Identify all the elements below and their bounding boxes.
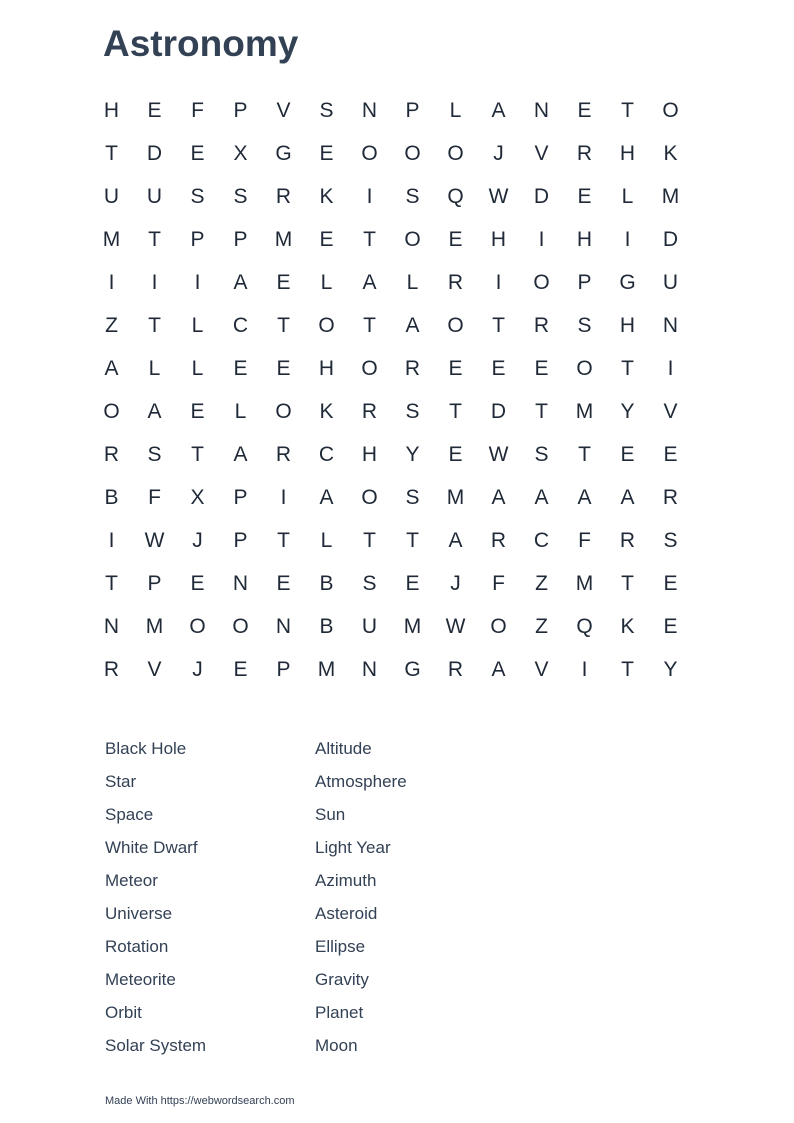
grid-letter: O [447, 141, 464, 165]
grid-letter: D [490, 399, 507, 423]
grid-letter: O [275, 399, 292, 423]
grid-letter: S [663, 528, 678, 552]
word-item: Altitude [315, 739, 372, 758]
grid-row [90, 261, 692, 304]
grid-letter: H [361, 442, 378, 466]
grid-letter: E [190, 141, 205, 165]
grid-letter: R [533, 313, 550, 337]
grid-letter: X [233, 141, 248, 165]
grid-letter: L [406, 270, 419, 294]
grid-letter: W [488, 442, 509, 466]
grid-letter: E [276, 270, 291, 294]
grid-letter: A [405, 313, 420, 337]
grid-letter: T [449, 399, 462, 423]
grid-letter: I [624, 227, 631, 251]
grid-letter: V [534, 141, 549, 165]
grid-letter: Z [535, 571, 548, 595]
grid-letter: I [581, 657, 588, 681]
grid-letter: J [192, 528, 203, 552]
grid-row [90, 304, 692, 347]
page-title: Astronomy [103, 23, 299, 64]
grid-letter: S [362, 571, 377, 595]
grid-letter: L [449, 98, 462, 122]
grid-letter: P [233, 485, 248, 509]
grid-letter: E [233, 657, 248, 681]
grid-letter: Y [405, 442, 420, 466]
grid-letter: P [405, 98, 420, 122]
grid-letter: E [663, 442, 678, 466]
grid-letter: O [404, 227, 421, 251]
grid-letter: R [447, 657, 464, 681]
grid-letter: N [361, 657, 378, 681]
grid-row [90, 175, 692, 218]
grid-letter: D [146, 141, 163, 165]
grid-letter: N [275, 614, 292, 638]
word-item: Ellipse [315, 937, 366, 956]
grid-letter: T [105, 571, 118, 595]
grid-letter: X [190, 485, 205, 509]
grid-letter: L [191, 313, 204, 337]
grid-letter: E [663, 571, 678, 595]
grid-letter: Z [535, 614, 548, 638]
word-item: Universe [105, 904, 173, 923]
grid-letter: I [667, 356, 674, 380]
grid-letter: J [493, 141, 504, 165]
grid-letter: O [189, 614, 206, 638]
grid-letter: E [577, 98, 592, 122]
grid-letter: A [319, 485, 334, 509]
grid-letter: E [319, 227, 334, 251]
grid-letter: O [318, 313, 335, 337]
word-list-column [315, 735, 525, 1065]
grid-letter: U [146, 184, 163, 208]
grid-letter: C [232, 313, 249, 337]
grid-row [90, 562, 692, 605]
grid-letter: A [147, 399, 162, 423]
grid-letter: L [148, 356, 161, 380]
letter-grid [90, 89, 692, 691]
grid-letter: R [576, 141, 593, 165]
grid-letter: A [233, 442, 248, 466]
grid-letter: T [363, 528, 376, 552]
grid-letter: O [361, 141, 378, 165]
grid-row [90, 476, 692, 519]
grid-letter: A [577, 485, 592, 509]
grid-letter: T [621, 571, 634, 595]
grid-letter: O [662, 98, 679, 122]
grid-letter: O [576, 356, 593, 380]
grid-letter: E [448, 356, 463, 380]
grid-letter: M [661, 184, 680, 208]
grid-letter: V [276, 98, 291, 122]
grid-letter: W [445, 614, 466, 638]
grid-letter: A [491, 98, 506, 122]
grid-letter: B [319, 614, 334, 638]
grid-letter: M [446, 485, 465, 509]
grid-letter: N [232, 571, 249, 595]
grid-letter: N [533, 98, 550, 122]
grid-letter: F [578, 528, 591, 552]
grid-row [90, 132, 692, 175]
grid-letter: L [191, 356, 204, 380]
grid-letter: I [108, 270, 115, 294]
grid-letter: E [448, 442, 463, 466]
grid-row [90, 390, 692, 433]
grid-letter: K [319, 184, 334, 208]
grid-letter: T [535, 399, 548, 423]
grid-letter: S [405, 399, 420, 423]
grid-letter: T [277, 528, 290, 552]
grid-letter: A [104, 356, 119, 380]
grid-letter: M [317, 657, 336, 681]
grid-letter: S [233, 184, 248, 208]
grid-letter: O [490, 614, 507, 638]
grid-letter: S [405, 485, 420, 509]
grid-letter: J [192, 657, 203, 681]
grid-letter: O [361, 356, 378, 380]
grid-letter: O [103, 399, 120, 423]
grid-letter: M [145, 614, 164, 638]
grid-row [90, 89, 692, 132]
grid-letter: E [577, 184, 592, 208]
word-list-column [105, 735, 315, 1065]
grid-letter: O [447, 313, 464, 337]
grid-letter: T [191, 442, 204, 466]
grid-letter: F [191, 98, 204, 122]
grid-letter: V [663, 399, 678, 423]
grid-letter: A [620, 485, 635, 509]
grid-letter: L [320, 270, 333, 294]
grid-letter: T [621, 657, 634, 681]
grid-letter: P [276, 657, 291, 681]
grid-letter: R [275, 184, 292, 208]
grid-letter: A [534, 485, 549, 509]
word-item: Rotation [105, 937, 169, 956]
grid-letter: A [448, 528, 463, 552]
grid-letter: D [662, 227, 679, 251]
grid-letter: E [276, 356, 291, 380]
grid-letter: R [619, 528, 636, 552]
grid-letter: F [148, 485, 161, 509]
grid-letter: E [190, 399, 205, 423]
grid-letter: E [534, 356, 549, 380]
grid-letter: T [578, 442, 591, 466]
grid-letter: K [663, 141, 678, 165]
word-item: Atmosphere [315, 772, 407, 791]
grid-letter: I [280, 485, 287, 509]
grid-letter: P [577, 270, 592, 294]
word-list [105, 735, 525, 1065]
grid-letter: Q [576, 614, 593, 638]
grid-letter: S [190, 184, 205, 208]
grid-letter: T [363, 227, 376, 251]
grid-letter: Y [663, 657, 678, 681]
grid-letter: A [491, 485, 506, 509]
grid-letter: E [147, 98, 162, 122]
grid-letter: E [663, 614, 678, 638]
grid-letter: U [662, 270, 679, 294]
grid-letter: L [234, 399, 247, 423]
grid-letter: H [619, 313, 636, 337]
grid-letter: F [492, 571, 505, 595]
grid-letter: G [404, 657, 421, 681]
grid-letter: R [662, 485, 679, 509]
word-item: Orbit [105, 1003, 142, 1022]
grid-letter: Q [447, 184, 464, 208]
grid-letter: T [621, 98, 634, 122]
word-item: Planet [315, 1003, 364, 1022]
grid-row [90, 218, 692, 261]
word-item: Solar System [105, 1036, 207, 1055]
word-item: Azimuth [315, 871, 377, 890]
word-item: Moon [315, 1036, 358, 1055]
grid-letter: Z [105, 313, 118, 337]
grid-letter: V [534, 657, 549, 681]
grid-letter: I [366, 184, 373, 208]
grid-letter: E [233, 356, 248, 380]
word-item: Asteroid [315, 904, 378, 923]
grid-letter: D [533, 184, 550, 208]
grid-letter: R [103, 657, 120, 681]
grid-letter: S [577, 313, 592, 337]
grid-letter: H [490, 227, 507, 251]
grid-letter: G [275, 141, 292, 165]
grid-letter: P [233, 227, 248, 251]
grid-letter: E [405, 571, 420, 595]
grid-letter: T [277, 313, 290, 337]
word-item: Star [105, 772, 137, 791]
grid-letter: T [406, 528, 419, 552]
grid-letter: P [233, 98, 248, 122]
grid-letter: O [533, 270, 550, 294]
grid-letter: K [319, 399, 334, 423]
grid-letter: S [534, 442, 549, 466]
word-item: Black Hole [105, 739, 187, 758]
grid-letter: Y [620, 399, 635, 423]
grid-letter: T [105, 141, 118, 165]
grid-row [90, 648, 692, 691]
grid-row [90, 433, 692, 476]
grid-letter: T [621, 356, 634, 380]
grid-letter: I [108, 528, 115, 552]
grid-letter: I [194, 270, 201, 294]
grid-letter: M [102, 227, 121, 251]
grid-letter: R [275, 442, 292, 466]
word-item: Meteor [105, 871, 158, 890]
grid-letter: N [103, 614, 120, 638]
grid-letter: I [538, 227, 545, 251]
grid-letter: E [448, 227, 463, 251]
grid-letter: R [361, 399, 378, 423]
grid-letter: M [274, 227, 293, 251]
grid-letter: G [619, 270, 636, 294]
grid-letter: E [190, 571, 205, 595]
grid-letter: S [147, 442, 162, 466]
grid-letter: L [621, 184, 634, 208]
word-item: Light Year [315, 838, 391, 857]
grid-letter: M [575, 399, 594, 423]
grid-letter: H [318, 356, 335, 380]
word-item: White Dwarf [105, 838, 198, 857]
grid-letter: K [620, 614, 635, 638]
grid-letter: R [404, 356, 421, 380]
grid-letter: T [363, 313, 376, 337]
grid-letter: N [361, 98, 378, 122]
grid-letter: T [148, 313, 161, 337]
grid-letter: R [447, 270, 464, 294]
grid-letter: W [488, 184, 509, 208]
grid-letter: E [491, 356, 506, 380]
grid-letter: O [404, 141, 421, 165]
grid-letter: M [575, 571, 594, 595]
grid-letter: R [103, 442, 120, 466]
grid-letter: A [491, 657, 506, 681]
grid-letter: S [405, 184, 420, 208]
grid-letter: B [319, 571, 334, 595]
grid-letter: C [318, 442, 335, 466]
grid-letter: E [620, 442, 635, 466]
grid-letter: I [495, 270, 502, 294]
word-item: Meteorite [105, 970, 176, 989]
word-item: Gravity [315, 970, 369, 989]
grid-letter: T [148, 227, 161, 251]
grid-letter: O [361, 485, 378, 509]
grid-letter: U [103, 184, 120, 208]
grid-letter: N [662, 313, 679, 337]
grid-row [90, 347, 692, 390]
grid-letter: B [104, 485, 119, 509]
grid-letter: U [361, 614, 378, 638]
grid-row [90, 519, 692, 562]
grid-letter: H [619, 141, 636, 165]
grid-row [90, 605, 692, 648]
grid-letter: T [492, 313, 505, 337]
grid-letter: O [232, 614, 249, 638]
grid-letter: R [490, 528, 507, 552]
grid-letter: M [403, 614, 422, 638]
grid-letter: I [151, 270, 158, 294]
grid-letter: A [362, 270, 377, 294]
grid-letter: L [320, 528, 333, 552]
grid-letter: H [103, 98, 120, 122]
grid-letter: J [450, 571, 461, 595]
grid-letter: V [147, 657, 162, 681]
grid-letter: S [319, 98, 334, 122]
grid-letter: E [276, 571, 291, 595]
grid-letter: E [319, 141, 334, 165]
grid-letter: H [576, 227, 593, 251]
word-item: Sun [315, 805, 346, 824]
grid-letter: P [147, 571, 162, 595]
grid-letter: C [533, 528, 550, 552]
grid-letter: A [233, 270, 248, 294]
footer-credit: Made With https://webwordsearch.com [105, 1095, 295, 1107]
grid-letter: P [233, 528, 248, 552]
grid-letter: W [144, 528, 165, 552]
grid-letter: P [190, 227, 205, 251]
word-item: Space [105, 805, 154, 824]
